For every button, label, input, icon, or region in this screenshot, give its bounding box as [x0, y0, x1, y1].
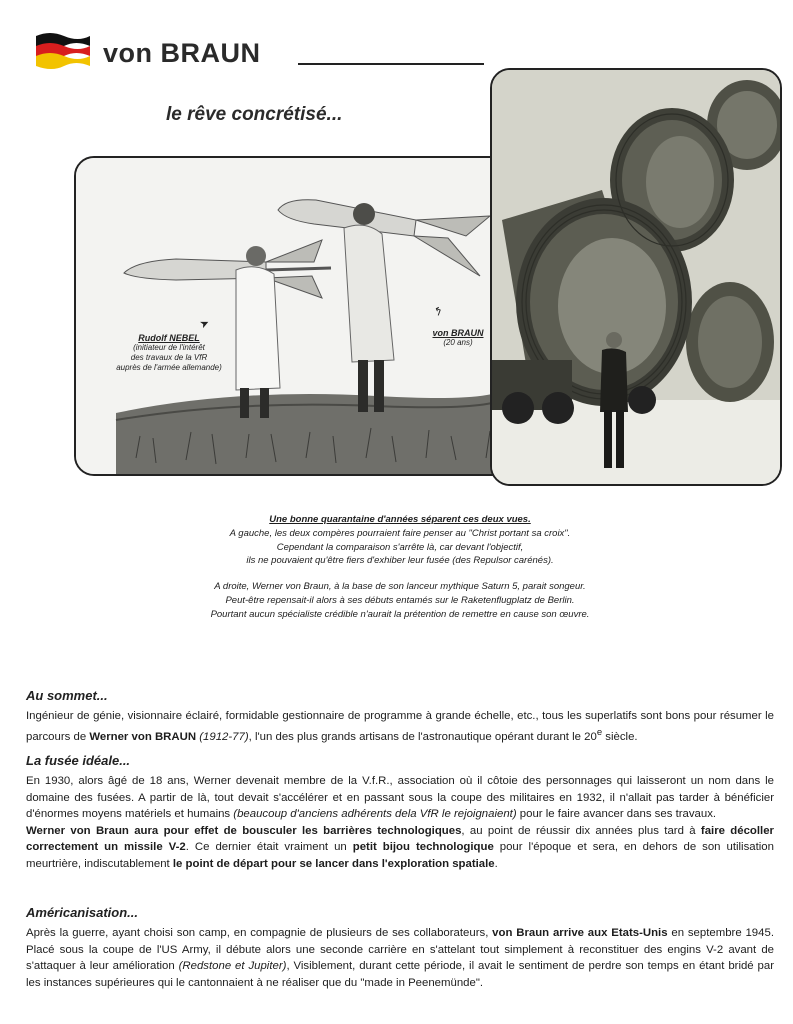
section-paragraph: Werner von Braun aura pour effet de bousculer les barrières technologiques, au point de réussir dix années plus tard à faire décoller correctement un missile V-2. Ce dernier était vraiment un petit bijou technologique pour l'époque et sera, en dehors de son utilisation meurtrière, indiscutablement le point de départ pour se lancer dans l'exploration spatiale. — [26, 824, 774, 870]
section-paragraph: En 1930, alors âgé de 18 ans, Werner devenait membre de la V.f.R., association où il côtoie des personnages qui laisseront un nom dans le domaine des fusées. A partir de là, tout devait s'accélérer et en passant sous la coupe des militaires en 1932, il n'allait pas tarder à bénéficier d'énormes moyens matériels et humains (beaucoup d'anciens adhérents dela VfR le rejoignaient) pour le faire avancer dans ses travaux. — [26, 775, 774, 821]
section-body-fusee-ideale — [26, 773, 774, 873]
caption-von-braun-line: (20 ans) — [443, 338, 473, 347]
caption-nebel-name: Rudolf NEBEL — [138, 333, 200, 343]
section-paragraph-au-sommet: Ingénieur de génie, visionnaire éclairé, formidable gestionnaire de programme à grande échelle, etc., tous les superlatifs sont bons pour résumer le parcours de Werner von BRAUN (1912-77), l'un des plus grands artisans de l'astronautique opérant durant le 20e siècle. — [26, 710, 774, 743]
page-title: von BRAUN — [103, 38, 261, 68]
photo-nebel-von-braun-rockets — [74, 156, 512, 476]
caption-nebel-line: (initiateur de l'intérêt — [133, 343, 205, 352]
section-heading-americanisation: Américanisation... — [26, 905, 138, 920]
caption-nebel-line: auprès de l'armée allemande) — [116, 363, 222, 372]
caption-von-braun-name: von BRAUN — [432, 328, 484, 338]
german-flag-icon — [34, 30, 92, 72]
caption-lead: Une bonne quarantaine d'années séparent ces deux vues. — [269, 514, 531, 525]
arrow-icon: ↰ — [431, 304, 444, 320]
caption-nebel — [104, 333, 234, 373]
caption-line: Peut-être repensait-il alors à ses débuts entamés sur le Raketenflugplatz de Berlin. — [225, 594, 575, 606]
caption-line: A droite, Werner von Braun, à la base de son lanceur mythique Saturn 5, parait songeur. — [214, 581, 586, 593]
section-heading-au-sommet: Au sommet... — [26, 688, 108, 703]
caption-line: ils ne pouvaient qu'être fiers d'exhiber leur fusée (des Repulsor carénés). — [246, 555, 554, 567]
page-subtitle: le rêve concrétisé... — [166, 104, 343, 125]
section-paragraph-americanisation: Après la guerre, ayant choisi son camp, en compagnie de plusieurs de ses collaborateurs, von Braun arrive aux Etats-Unis en septembre 1945. Placé sous la coupe de l'US Army, il débute alors une seconde carrière en s'attelant tout simplement à reconstituer des engins V-2 avant de s'attaquer à leur amélioration (Redstone et Jupiter), Visiblement, durant cette période, il avait le sentiment de perdre son temps en étant bridé par les instances supérieures qui le cantonnaient à ne réaliser que du "made in Peenemünde". — [26, 927, 774, 989]
caption-line: A gauche, les deux compères pourraient faire penser au "Christ portant sa croix". — [229, 527, 571, 539]
arrow-icon: ➤ — [198, 316, 212, 332]
caption-line: Cependant la comparaison s'arrête là, car devant l'objectif, — [276, 541, 524, 553]
caption-line: Pourtant aucun spécialiste crédible n'aurait la prétention de remettre en cause son œuvre. — [210, 608, 590, 620]
section-heading-fusee-ideale: La fusée idéale... — [26, 753, 131, 768]
title-underline — [298, 63, 484, 65]
caption-nebel-line: des travaux de la VfR — [130, 353, 208, 362]
caption-von-braun — [424, 328, 492, 348]
photo-saturn-5-engines — [490, 68, 782, 486]
photos-caption — [120, 513, 680, 622]
